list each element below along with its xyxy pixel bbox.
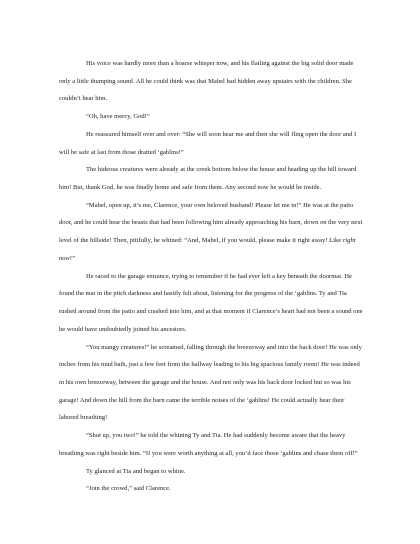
paragraph — [59, 161, 365, 196]
text-line: heavy breathing was right beside him. “If you were worth anything at all, you’d face those ‘gablins and — [59, 432, 346, 457]
paragraph — [59, 126, 365, 161]
text-line: Mabel, if you would, please make it right away! Like — [201, 237, 343, 245]
text-line: chase them off!” — [314, 449, 358, 457]
text-line: He raced to the garage entrance, trying to remember if he had ever left a key beneath the doormat. — [86, 272, 343, 280]
body-text — [59, 55, 365, 498]
text-line: “Shut up, you two!” he told the whining Ty and Tia. He had suddenly become aware that the — [86, 432, 329, 440]
text-line: “Oh, have mercy, God!” — [86, 113, 150, 121]
text-line: and Tia rushed around from the patio and crashed into him, and at that moment if Clarence’s heart had not — [59, 290, 347, 316]
text-line: was only inches from his mud bath, just a few feet from the hallway leading to his big spacious family — [59, 343, 362, 369]
text-line: “Join the crowd,” said Clarence. — [86, 485, 171, 493]
text-line: made only a little thumping sound. All he could think was that Mabel had hidden away upstairs with the — [59, 60, 354, 85]
text-line: His voice was hardly more than a hoarse whisper now, and his flailing against the big solid door — [86, 60, 338, 67]
paragraph — [59, 463, 365, 481]
text-line: He found the mat in the pitch darkness and hastily felt about, listening for the progress of the ‘gablins. Ty — [59, 272, 352, 298]
paragraph — [59, 268, 365, 339]
paragraph — [59, 55, 365, 108]
text-line: toward him! But, thank God, he was finally home and safe from them. Any second now he would be — [59, 166, 357, 192]
text-line: and I will be safe at last from those dratted ‘gablins!” — [59, 130, 357, 156]
text-line: inside. — [303, 184, 322, 192]
paragraph — [59, 339, 365, 428]
paragraph — [59, 108, 365, 126]
text-line-end: !” — [69, 254, 76, 262]
paragraph — [59, 197, 365, 268]
text-line: door locked but so was his garage! And down the hill from the barn came the terrible noises of the — [59, 378, 351, 404]
paragraph — [59, 480, 365, 498]
paragraph — [59, 427, 365, 462]
text-line: approaching his barn, down on the very next level of the hillside! Then, pitifully, he whined: “And, — [59, 219, 363, 245]
text-line: Ty glanced at Tia and began to whine. — [86, 467, 186, 475]
text-line: “You mangy creatures!” he screamed, falling through the breezeway and into the back door! He — [86, 343, 337, 351]
text-line: The hideous creatures were already at the creek bottom below the house and heading up the hill — [86, 166, 337, 174]
text-line: been a sound one he would have undoubtedly joined his ancestors. — [59, 308, 363, 333]
text-line: in!” He was at the patio door, and he could hear the beasts that had been following him already — [59, 201, 354, 227]
emphasis-text: right now — [59, 237, 356, 262]
text-line: ‘gablins! He could actually hear their labored breathing! — [59, 396, 345, 422]
text-line: children. She couldn’t hear him. — [59, 77, 352, 103]
text-line: room! He was indeed in his own breezeway, between the garage and the house. And not only was his back — [59, 361, 360, 386]
text-line: “Mabel, open up, it’s me, Clarence, your own beloved husband! Please let me — [86, 201, 290, 209]
text-line: He reassured himself over and over: “She will soon hear me and then she will fling open the door — [86, 130, 342, 138]
